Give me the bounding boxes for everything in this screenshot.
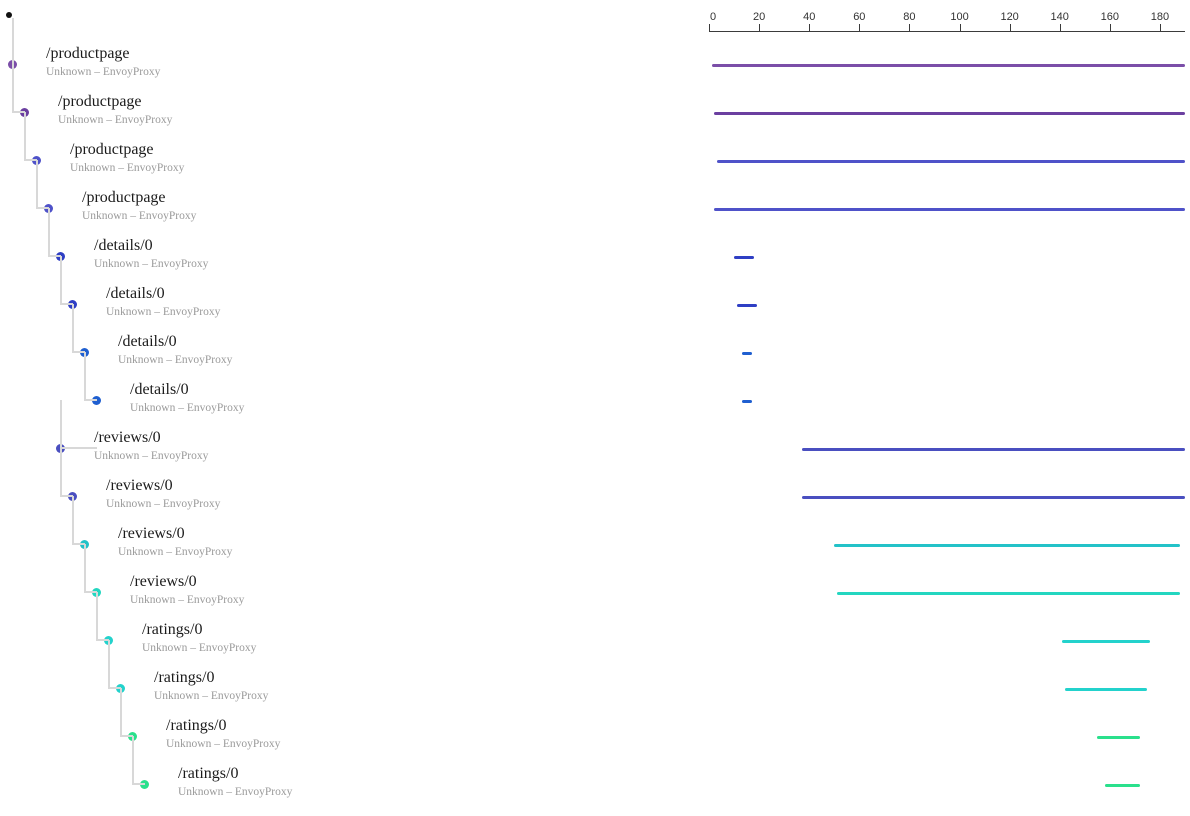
span-row[interactable]: [0, 40, 700, 88]
span-operation-name: /details/0: [130, 381, 189, 398]
tree-connector: [84, 544, 86, 592]
tree-connector: [60, 447, 97, 449]
tree-connector: [60, 448, 62, 496]
axis-tick-label: 160: [1100, 11, 1120, 23]
span-row[interactable]: [0, 568, 700, 616]
span-service-name: Unknown – EnvoyProxy: [118, 354, 233, 366]
span-row[interactable]: [0, 472, 700, 520]
span-duration-bar[interactable]: [714, 208, 1185, 211]
tree-connector: [12, 64, 14, 112]
axis-tick: [1160, 24, 1161, 31]
timeline-panel[interactable]: [700, 0, 1190, 816]
span-service-name: Unknown – EnvoyProxy: [142, 642, 257, 654]
span-operation-name: /details/0: [94, 237, 153, 254]
axis-tick-label: 140: [1050, 11, 1069, 23]
span-row[interactable]: [0, 760, 700, 808]
axis-baseline: [709, 31, 1185, 32]
span-operation-name: /productpage: [46, 45, 130, 62]
span-row[interactable]: [0, 376, 700, 424]
axis-tick: [1110, 24, 1111, 31]
tree-connector: [60, 256, 62, 304]
tree-connector: [36, 160, 38, 208]
tree-connector: [72, 304, 74, 352]
axis-tick: [960, 24, 961, 31]
span-duration-bar[interactable]: [742, 400, 752, 403]
axis-tick-label: 60: [853, 11, 866, 23]
axis-tick: [759, 24, 760, 31]
span-service-name: Unknown – EnvoyProxy: [70, 162, 185, 174]
axis-tick-label: 40: [803, 11, 816, 23]
span-operation-name: /details/0: [118, 333, 177, 350]
tree-connector: [48, 208, 50, 256]
span-row[interactable]: [0, 664, 700, 712]
axis-tick-label: 0: [710, 11, 717, 23]
span-duration-bar[interactable]: [714, 112, 1185, 115]
axis-tick: [859, 24, 860, 31]
span-duration-bar[interactable]: [802, 496, 1185, 499]
span-row[interactable]: [0, 424, 700, 472]
span-operation-name: /reviews/0: [94, 429, 161, 446]
span-row[interactable]: [0, 136, 700, 184]
span-row[interactable]: [0, 520, 700, 568]
span-row[interactable]: [0, 88, 700, 136]
span-operation-name: /reviews/0: [106, 477, 173, 494]
span-duration-bar[interactable]: [1097, 736, 1140, 739]
span-operation-name: /productpage: [58, 93, 142, 110]
span-duration-bar[interactable]: [837, 592, 1180, 595]
axis-tick-label: 80: [903, 11, 916, 23]
span-duration-bar[interactable]: [1105, 784, 1140, 787]
tree-connector: [132, 783, 145, 785]
axis-tick-label: 100: [950, 11, 969, 23]
span-service-name: Unknown – EnvoyProxy: [94, 450, 209, 462]
span-service-name: Unknown – EnvoyProxy: [106, 498, 221, 510]
span-service-name: Unknown – EnvoyProxy: [94, 258, 209, 270]
tree-connector: [24, 112, 26, 160]
axis-tick: [1060, 24, 1061, 31]
span-operation-name: /ratings/0: [166, 717, 227, 734]
span-duration-bar[interactable]: [1065, 688, 1148, 691]
axis-tick: [1010, 24, 1011, 31]
tree-connector: [132, 736, 134, 784]
span-duration-bar[interactable]: [742, 352, 752, 355]
tree-connector: [108, 640, 110, 688]
span-duration-bar[interactable]: [717, 160, 1185, 163]
span-service-name: Unknown – EnvoyProxy: [46, 66, 161, 78]
axis-tick: [709, 24, 710, 31]
timeline-axis: [700, 0, 1190, 34]
tree-connector: [12, 18, 14, 64]
tree-connector: [96, 592, 98, 640]
span-service-name: Unknown – EnvoyProxy: [106, 306, 221, 318]
axis-tick-label: 180: [1150, 11, 1170, 23]
span-operation-name: /details/0: [106, 285, 165, 302]
span-operation-name: /ratings/0: [154, 669, 215, 686]
span-service-name: Unknown – EnvoyProxy: [178, 786, 293, 798]
span-row[interactable]: [0, 280, 700, 328]
tree-connector: [84, 399, 97, 401]
span-operation-name: /reviews/0: [130, 573, 197, 590]
span-service-name: Unknown – EnvoyProxy: [166, 738, 281, 750]
tree-connector: [120, 688, 122, 736]
span-duration-bar[interactable]: [712, 64, 1185, 67]
tree-connector: [84, 352, 86, 400]
tree-connector: [60, 400, 62, 448]
span-operation-name: /productpage: [70, 141, 154, 158]
span-operation-name: /ratings/0: [142, 621, 203, 638]
span-service-name: Unknown – EnvoyProxy: [82, 210, 197, 222]
axis-tick-label: 20: [752, 11, 766, 23]
axis-tick: [909, 24, 910, 31]
axis-tick: [809, 24, 810, 31]
span-duration-bar[interactable]: [734, 256, 754, 259]
span-duration-bar[interactable]: [737, 304, 757, 307]
span-service-name: Unknown – EnvoyProxy: [58, 114, 173, 126]
span-duration-bar[interactable]: [1062, 640, 1150, 643]
span-operation-name: /productpage: [82, 189, 166, 206]
axis-tick-label: 120: [1000, 11, 1019, 23]
span-duration-bar[interactable]: [834, 544, 1180, 547]
span-duration-bar[interactable]: [802, 448, 1185, 451]
span-service-name: Unknown – EnvoyProxy: [118, 546, 233, 558]
span-operation-name: /reviews/0: [118, 525, 185, 542]
span-row[interactable]: [0, 232, 700, 280]
span-service-name: Unknown – EnvoyProxy: [130, 594, 245, 606]
span-service-name: Unknown – EnvoyProxy: [154, 690, 269, 702]
span-operation-name: /ratings/0: [178, 765, 239, 782]
span-row[interactable]: [0, 328, 700, 376]
span-row[interactable]: [0, 712, 700, 760]
span-row[interactable]: [0, 184, 700, 232]
span-service-name: Unknown – EnvoyProxy: [130, 402, 245, 414]
tree-connector: [72, 496, 74, 544]
